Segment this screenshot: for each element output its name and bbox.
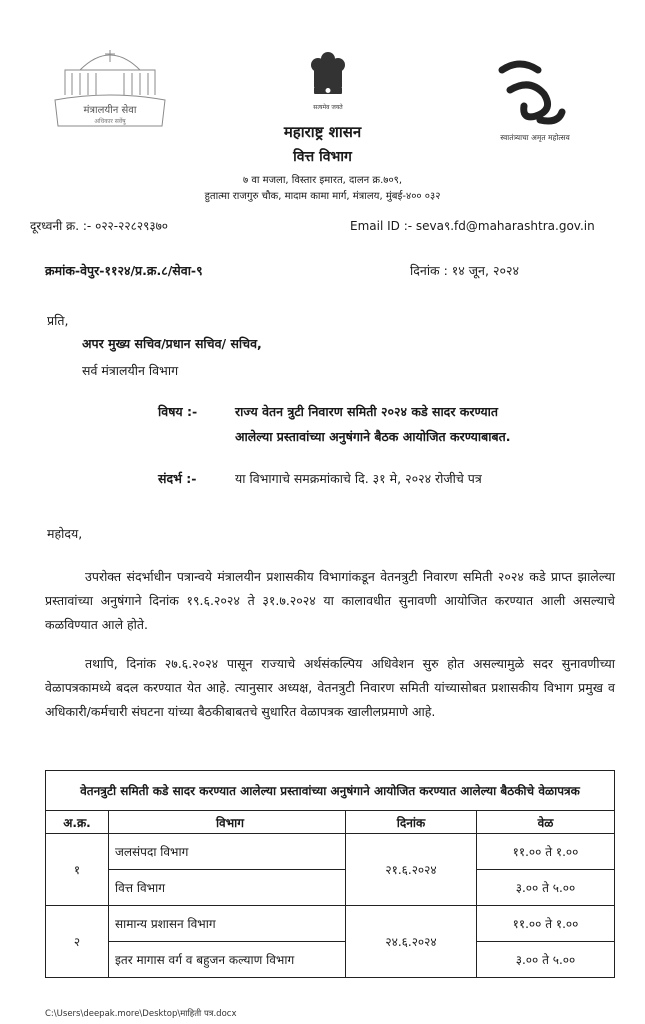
- time-cell: ३.०० ते ५.००: [477, 942, 615, 978]
- recipient-line-2: सर्व मंत्रालयीन विभाग: [82, 363, 179, 378]
- date-cell: २१.६.२०२४: [346, 834, 477, 906]
- address-line-1: ७ वा मजला, विस्तार इमारत, दालन क्र.७०९,: [242, 175, 403, 186]
- table-row: [46, 870, 615, 906]
- department-cell: वित्त विभाग: [109, 870, 346, 906]
- department-cell: सामान्य प्रशासन विभाग: [109, 906, 346, 942]
- mantralaya-seal: [50, 40, 170, 130]
- address-line-2: हुतात्मा राजगुरु चौक, मादाम कामा मार्ग, मंत्रालय, मुंबई-४०० ०३२: [204, 191, 441, 202]
- header-date: दिनांक: [346, 811, 477, 834]
- department-cell: जलसंपदा विभाग: [109, 834, 346, 870]
- paragraph-2: तथापि, दिनांक २७.६.२०२४ पासून राज्याचे अर्थसंकल्पिय अधिवेशन सुरु होत असल्यामुळे सदर सुनावणीच्या वेळापत्रकामध्ये बदल करण्यात येत आहे. त्यानुसार अध्यक्ष, वेतनत्रुटी निवारण समिती यांच्यासोबत प्रशासकीय विभाग प्रमुख व अधिकारी/कर्मचारी संघटना यांच्या बैठकीबाबतचे सुधारित वेळापत्रक खालीलप्रमाणे आहे.: [45, 656, 615, 719]
- recipient-line-1: अपर मुख्य सचिव/प्रधान सचिव/ सचिव,: [82, 336, 262, 351]
- reference-text: या विभागाचे समक्रमांकाचे दि. ३१ मे, २०२४ रोजीचे पत्र: [235, 471, 482, 486]
- emblem-motto: सत्यमेव जयते: [313, 104, 343, 111]
- table-caption: वेतनत्रुटी समिती कडे सादर करण्यात आलेल्या प्रस्तावांच्या अनुषंगाने आयोजित करण्यात आलेल्या बैठकीचे वेळापत्रक: [46, 771, 615, 811]
- department-cell: इतर मागास वर्ग व बहुजन कल्याण विभाग: [109, 942, 346, 978]
- header-department: विभाग: [109, 811, 346, 834]
- letter-date: दिनांक : १४ जून, २०२४: [410, 263, 519, 278]
- reference-label: संदर्भ :-: [158, 471, 197, 486]
- email-address: Email ID :- seva९.fd@maharashtra.gov.in: [350, 219, 595, 233]
- subject-line-2: आलेल्या प्रस्तावांच्या अनुषंगाने बैठक आयोजित करण्याबाबत.: [235, 429, 511, 444]
- date-cell: २४.६.२०२४: [346, 906, 477, 978]
- state-emblem: [300, 45, 356, 115]
- subject-label: विषय :-: [158, 404, 198, 419]
- header-time: वेळ: [477, 811, 615, 834]
- sr-cell: १: [46, 834, 109, 906]
- table-row: [46, 942, 615, 978]
- government-title: महाराष्ट्र शासन: [283, 123, 362, 141]
- seal-subtext: अधिकार सर्वेषु: [94, 118, 126, 125]
- reference-number: क्रमांक-वेपुर-११२४/प्र.क्र.८/सेवा-९: [45, 263, 203, 278]
- phone-number: दूरध्वनी क्र. :- ०२२-२२८२९३७०: [30, 219, 169, 233]
- subject-line-1: राज्य वेतन त्रुटी निवारण समिती २०२४ कडे सादर करण्यात: [235, 404, 499, 419]
- time-cell: ११.०० ते १.००: [477, 834, 615, 870]
- salutation: महोदय,: [47, 526, 83, 541]
- time-cell: ११.०० ते १.००: [477, 906, 615, 942]
- header-sr: अ.क्र.: [46, 811, 109, 834]
- sr-cell: २: [46, 906, 109, 978]
- department-name: वित्त विभाग: [293, 149, 352, 165]
- time-cell: ३.०० ते ५.००: [477, 870, 615, 906]
- table-row: [46, 906, 615, 942]
- table-header-row: [46, 811, 615, 834]
- schedule-table: [45, 770, 615, 978]
- table-row: [46, 834, 615, 870]
- prati-label: प्रति,: [47, 313, 69, 328]
- logo-caption: स्वातंत्र्याचा अमृत महोत्सव: [500, 133, 570, 142]
- paragraph-1: उपरोक्त संदर्भाधीन पत्रान्वये मंत्रालयीन प्रशासकीय विभागांकडून वेतनत्रुटी निवारण समिती २०२४ कडे प्राप्त झालेल्या प्रस्तावांच्या अनुषंगाने दिनांक १९.६.२०२४ ते ३१.७.२०२४ या कालावधीत सुनावणी आयोजित करण्यात आली असल्याचे कळविण्यात आले होते.: [45, 569, 615, 632]
- seal-text: मंत्रालयीन सेवा: [83, 105, 137, 116]
- file-path-footer: C:\Users\deepak.more\Desktop\माहिती पत्र.docx: [45, 1009, 237, 1019]
